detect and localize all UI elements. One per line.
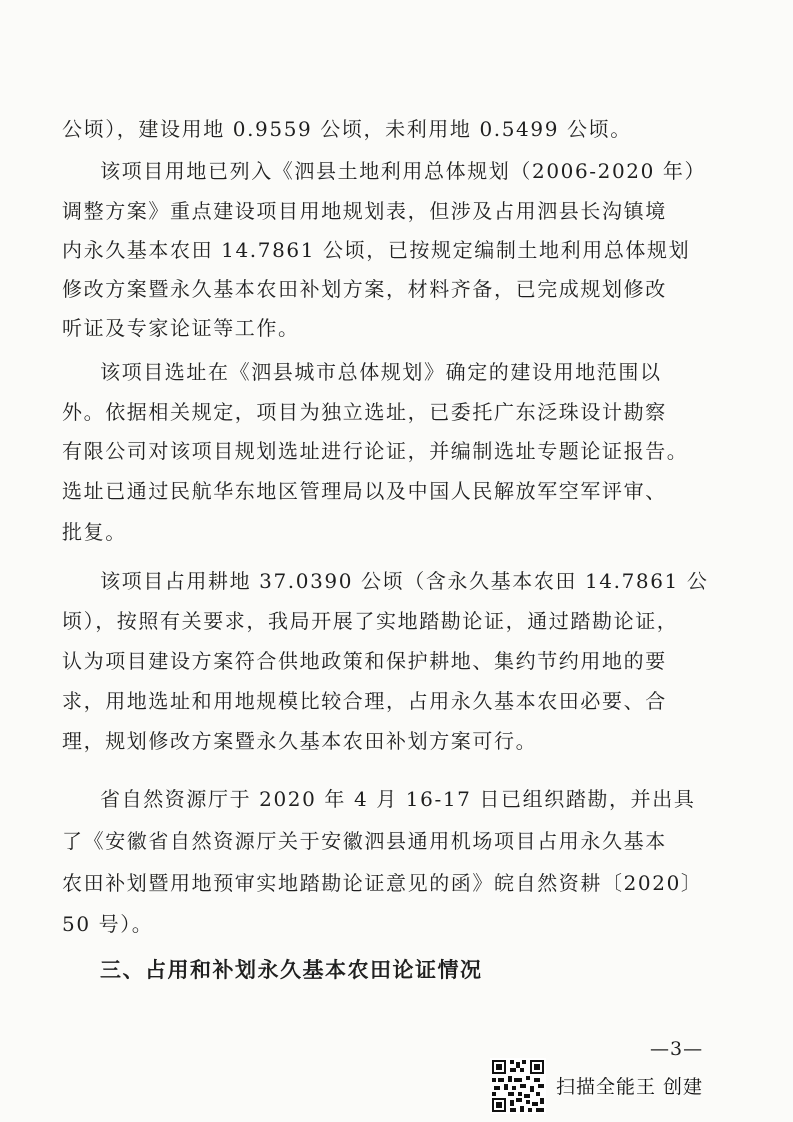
page-number: —3— [650, 1038, 704, 1060]
text-line: 外。依据相关规定，项目为独立选址，已委托广东泛珠设计勘察 [62, 400, 667, 424]
scanner-watermark [490, 1058, 720, 1114]
text-line: 内永久基本农田 14.7861 公顷，已按规定编制土地利用总体规划 [62, 238, 691, 262]
text-line: 省自然资源厅于 2020 年 4 月 16-17 日已组织踏勘，并出具 [100, 787, 696, 811]
text-line: 顷），按照有关要求，我局开展了实地踏勘论证，通过踏勘论证， [62, 609, 679, 633]
section-heading: 三、占用和补划永久基本农田论证情况 [100, 958, 483, 982]
text-line: 听证及专家论证等工作。 [62, 316, 300, 340]
text-line: 该项目占用耕地 37.0390 公顷（含永久基本农田 14.7861 公 [100, 569, 709, 593]
text-line: 理，规划修改方案暨永久基本农田补划方案可行。 [62, 729, 538, 753]
text-line: 求，用地选址和用地规模比较合理，占用永久基本农田必要、合 [62, 689, 667, 713]
text-line: 农田补划暨用地预审实地踏勘论证意见的函》皖自然资耕〔2020〕 [62, 871, 703, 895]
text-line: 批复。 [62, 520, 127, 544]
text-line: 该项目选址在《泗县城市总体规划》确定的建设用地范围以 [100, 360, 662, 384]
text-line: 有限公司对该项目规划选址进行论证，并编制选址专题论证报告。 [62, 439, 689, 463]
text-line: 公顷），建设用地 0.9559 公顷，未利用地 0.5499 公顷。 [62, 117, 632, 141]
text-line: 修改方案暨永久基本农田补划方案，材料齐备，已完成规划修改 [62, 277, 667, 301]
text-line: 调整方案》重点建设项目用地规划表，但涉及占用泗县长沟镇境 [62, 199, 667, 223]
text-line: 了《安徽省自然资源厅关于安徽泗县通用机场项目占用永久基本 [62, 829, 667, 853]
text-line: 选址已通过民航华东地区管理局以及中国人民解放军空军评审、 [62, 479, 667, 503]
text-line: 认为项目建设方案符合供地政策和保护耕地、集约节约用地的要 [62, 649, 667, 673]
text-line: 该项目用地已列入《泗县土地利用总体规划（2006-2020 年） [100, 159, 707, 183]
watermark-text: 扫描全能王 创建 [556, 1076, 704, 1098]
text-line: 50 号）。 [62, 912, 154, 936]
qr-code-icon [490, 1058, 546, 1114]
